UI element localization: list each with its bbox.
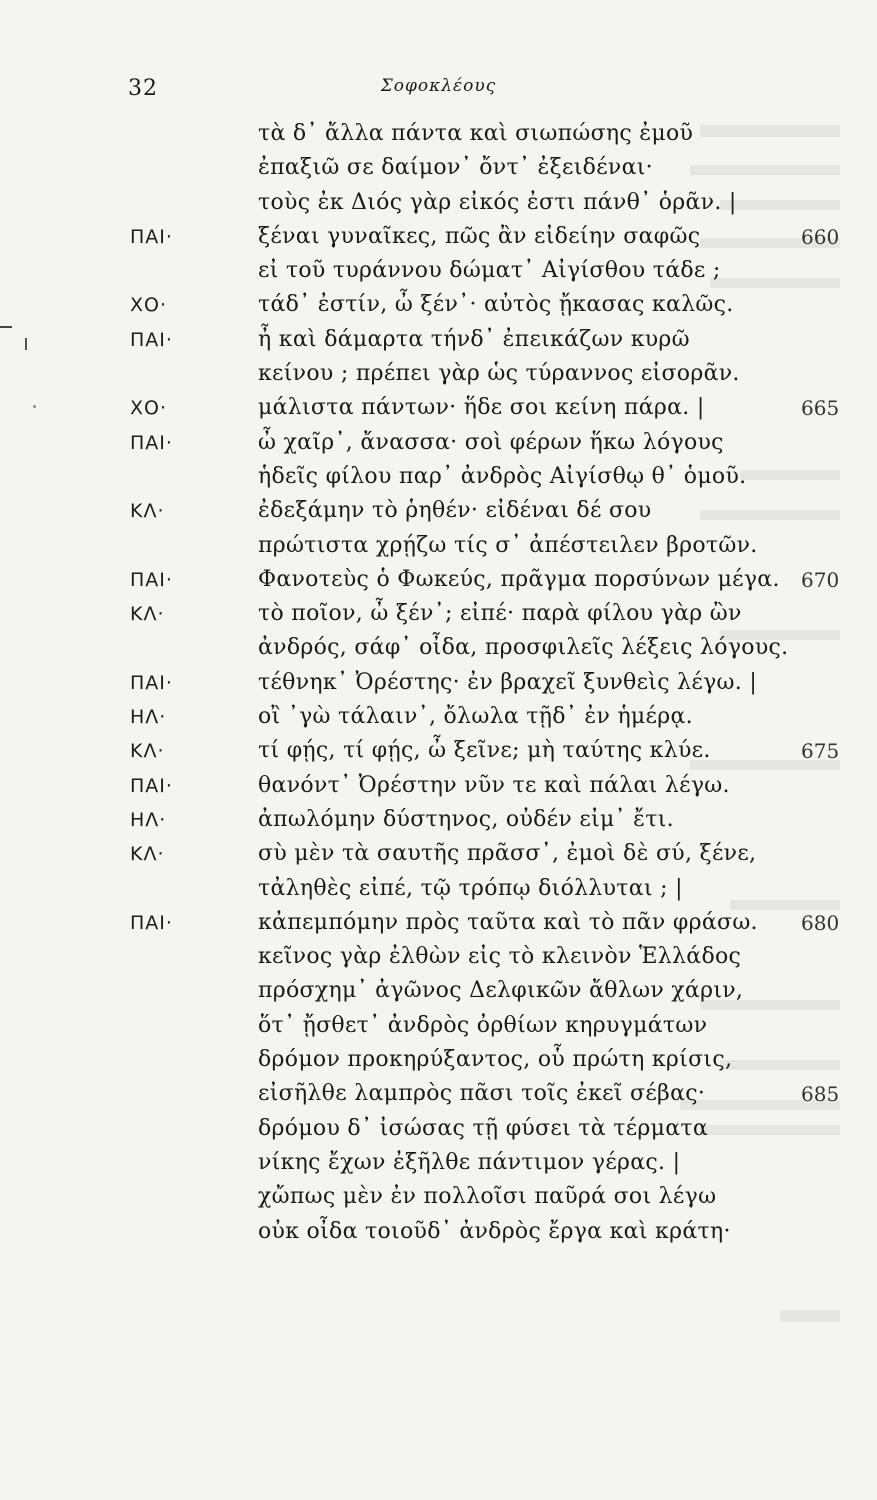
verse-line xyxy=(0,872,877,906)
verse-line xyxy=(0,529,877,563)
verse-text: τὰ δ᾽ ἄλλα πάντα καὶ σιωπώσης ἐμοῦ xyxy=(258,121,694,146)
verse-line xyxy=(0,974,877,1008)
speaker-label: ΚΛ· xyxy=(130,843,165,866)
verse-text: πρόσχημ᾽ ἀγῶνος Δελφικῶν ἄθλων χάριν, xyxy=(258,978,744,1004)
verse-line xyxy=(0,494,877,528)
line-number: 675 xyxy=(801,739,840,764)
verse-text: τί φῄς, τί φῄς, ὦ ξεῖνε; μὴ ταύτης κλύε. xyxy=(258,738,711,764)
verse-block xyxy=(0,117,877,1249)
speaker-label: ΚΛ· xyxy=(130,500,165,523)
verse-text: ἐδεξάμην τὸ ῥηθέν· εἰδέναι δέ σου xyxy=(258,498,652,524)
verse-text: οἲ ᾽γὼ τάλαιν᾽, ὄλωλα τῇδ᾽ ἐν ἡμέρᾳ. xyxy=(258,704,693,730)
verse-line xyxy=(0,288,877,322)
verse-line xyxy=(0,1043,877,1077)
verse-text: τέθνηκ᾽ Ὀρέστης· ἐν βραχεῖ ξυνθεὶς λέγω. | xyxy=(258,669,758,695)
speaker-label: ΗΛ· xyxy=(130,706,167,729)
speaker-label: ΠΑΙ· xyxy=(130,225,173,248)
verse-line xyxy=(0,117,877,151)
verse-text: ἀπωλόμην δύστηνος, οὐδέν εἰμ᾽ ἔτι. xyxy=(258,806,674,832)
verse-line xyxy=(0,906,877,940)
verse-line xyxy=(0,1009,877,1043)
verse-text: σὺ μὲν τὰ σαυτῆς πρᾶσσ᾽, ἐμοὶ δὲ σύ, ξένε, xyxy=(258,841,757,867)
verse-text: θανόντ᾽ Ὀρέστην νῦν τε καὶ πάλαι λέγω. xyxy=(258,772,730,798)
verse-text: ἦ καὶ δάμαρτα τήνδ᾽ ἐπεικάζων κυρῶ xyxy=(258,326,690,352)
speaker-label: ΗΛ· xyxy=(130,808,167,831)
verse-text: ἐπαξιῶ σε δαίμον᾽ ὄντ᾽ ἐξειδέναι· xyxy=(258,155,653,181)
verse-line xyxy=(0,734,877,768)
speaker-label: ΠΑΙ· xyxy=(130,328,173,351)
verse-text: χὤπως μὲν ἐν πολλοῖσι παῦρά σοι λέγω xyxy=(258,1184,717,1210)
line-number: 660 xyxy=(801,224,840,249)
verse-text: τάδ᾽ ἐστίν, ὦ ξέν᾽· αὐτὸς ᾔκασας καλῶς. xyxy=(258,292,734,318)
line-number: 665 xyxy=(801,396,840,421)
verse-line xyxy=(0,940,877,974)
speaker-label: ΠΑΙ· xyxy=(130,431,173,454)
verse-text: κεῖνος γὰρ ἐλθὼν εἰς τὸ κλεινὸν Ἑλλάδος xyxy=(258,944,742,970)
speaker-label: ΠΑΙ· xyxy=(130,774,173,797)
verse-text: τὸ ποῖον, ὦ ξέν᾽; εἰπέ· παρὰ φίλου γὰρ ὢν xyxy=(258,601,742,627)
verse-text: ὦ χαῖρ᾽, ἄνασσα· σοὶ φέρων ἥκω λόγους xyxy=(258,429,724,455)
verse-text: ἀνδρός, σάφ᾽ οἶδα, προσφιλεῖς λέξεις λόγους. xyxy=(258,635,789,661)
verse-text: τοὺς ἐκ Διός γὰρ εἰκός ἐστι πάνθ᾽ ὁρᾶν. | xyxy=(258,189,737,215)
verse-line xyxy=(0,426,877,460)
verse-line xyxy=(0,1146,877,1180)
verse-text: ὅτ᾽ ᾔσθετ᾽ ἀνδρὸς ὀρθίων κηρυγμάτων xyxy=(258,1012,708,1038)
verse-text: πρώτιστα χρῄζω τίς σ᾽ ἀπέστειλεν βροτῶν. xyxy=(258,532,758,558)
verse-line xyxy=(0,1215,877,1249)
verse-line xyxy=(0,700,877,734)
speaker-label: ΠΑΙ· xyxy=(130,568,173,591)
line-number: 685 xyxy=(801,1082,840,1107)
verse-line xyxy=(0,803,877,837)
speaker-label: ΧΟ· xyxy=(130,294,168,317)
verse-line xyxy=(0,220,877,254)
page-number: 32 xyxy=(128,76,158,101)
speaker-label: ΚΛ· xyxy=(130,740,165,763)
verse-text: μάλιστα πάντων· ἥδε σοι κείνη πάρα. | xyxy=(258,395,705,421)
verse-text: ἡδεῖς φίλου παρ᾽ ἀνδρὸς Αἰγίσθῳ θ᾽ ὁμοῦ. xyxy=(258,463,747,489)
speaker-label: ΚΛ· xyxy=(130,603,165,626)
verse-line xyxy=(0,151,877,185)
verse-line xyxy=(0,323,877,357)
line-number: 680 xyxy=(801,910,840,935)
verse-line xyxy=(0,1112,877,1146)
verse-text: ξέναι γυναῖκες, πῶς ἂν εἰδείην σαφῶς xyxy=(258,223,701,249)
speaker-label: ΠΑΙ· xyxy=(130,671,173,694)
speaker-label: ΧΟ· xyxy=(130,397,168,420)
verse-line xyxy=(0,1077,877,1111)
speaker-label: ΠΑΙ· xyxy=(130,911,173,934)
verse-line xyxy=(0,563,877,597)
verse-text: Φανοτεὺς ὁ Φωκεύς, πρᾶγμα πορσύνων μέγα. xyxy=(258,566,780,592)
line-number: 670 xyxy=(801,567,840,592)
verse-line xyxy=(0,1180,877,1214)
verse-line xyxy=(0,597,877,631)
verse-text: δρόμον προκηρύξαντος, οὗ πρώτη κρίσις, xyxy=(258,1047,733,1073)
running-head: Σοφοκλέους xyxy=(380,76,497,96)
verse-line xyxy=(0,254,877,288)
verse-line xyxy=(0,769,877,803)
verse-line xyxy=(0,186,877,220)
verse-text: νίκης ἔχων ἐξῆλθε πάντιμον γέρας. | xyxy=(258,1149,681,1175)
verse-text: τἀληθὲς εἰπέ, τῷ τρόπῳ διόλλυται ; | xyxy=(258,875,683,901)
verse-line xyxy=(0,391,877,425)
verse-text: οὐκ οἶδα τοιοῦδ᾽ ἀνδρὸς ἔργα καὶ κράτη· xyxy=(258,1218,731,1244)
verse-text: εἰσῆλθε λαμπρὸς πᾶσι τοῖς ἐκεῖ σέβας· xyxy=(258,1081,706,1107)
verse-line xyxy=(0,837,877,871)
verse-text: εἰ τοῦ τυράννου δώματ᾽ Αἰγίσθου τάδε ; xyxy=(258,258,721,284)
verse-line xyxy=(0,460,877,494)
verse-text: κείνου ; πρέπει γὰρ ὡς τύραννος εἰσορᾶν. xyxy=(258,361,740,387)
verse-text: δρόμου δ᾽ ἰσώσας τῇ φύσει τὰ τέρματα xyxy=(258,1115,709,1141)
verse-line xyxy=(0,631,877,665)
verse-line xyxy=(0,357,877,391)
verse-line xyxy=(0,666,877,700)
verse-text: κἀπεμπόμην πρὸς ταῦτα καὶ τὸ πᾶν φράσω. xyxy=(258,909,758,935)
